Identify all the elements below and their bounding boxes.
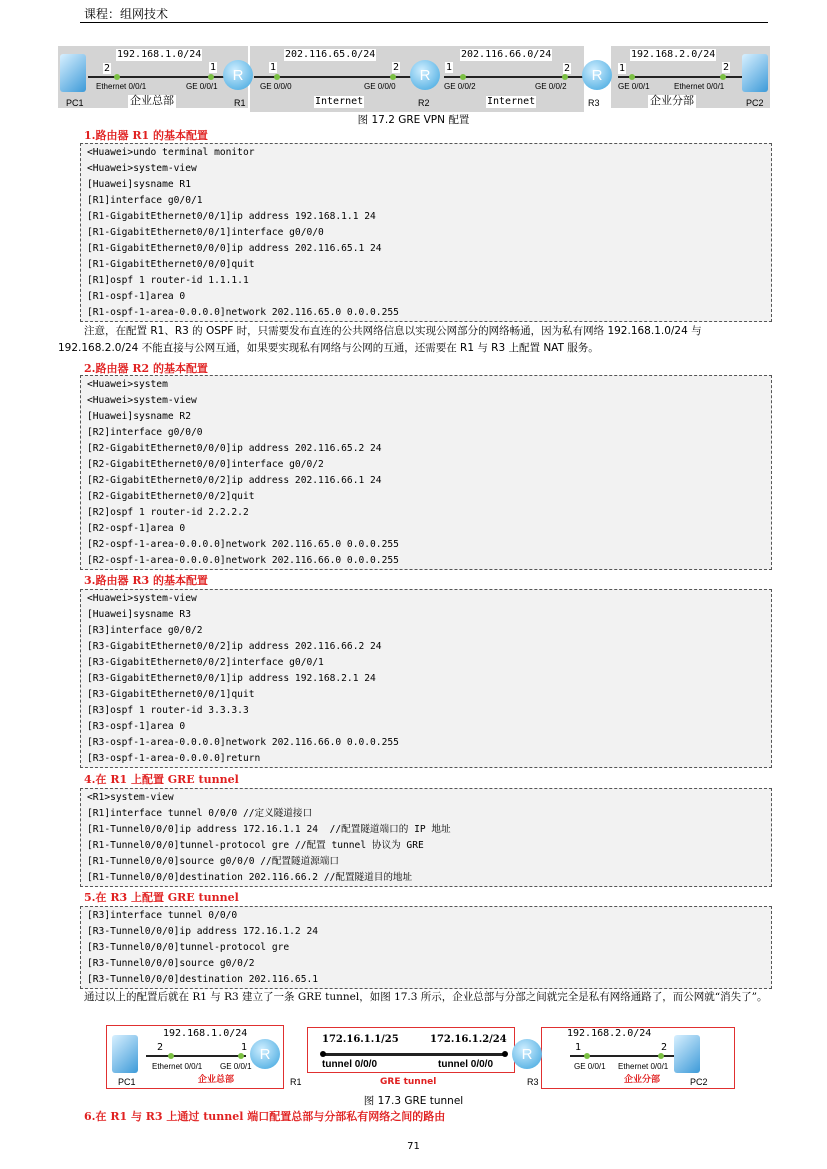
interface-label: GE 0/0/0 — [364, 82, 396, 91]
code-line: [R1-Tunnel0/0/0]destination 202.116.66.2 //配置隧道目的地址 — [87, 872, 413, 883]
tunnel-interface-label: tunnel 0/0/0 — [322, 1059, 378, 1070]
header-rule — [80, 22, 768, 23]
code-line: [R2]interface g0/0/0 — [87, 427, 203, 438]
zone-label: Internet — [487, 96, 536, 107]
code-line: [R1-GigabitEthernet0/0/1]interface g0/0/0 — [87, 227, 324, 238]
router-r3-icon: R — [512, 1039, 542, 1069]
code-line: [R2-ospf-1-area-0.0.0.0]network 202.116.65.0 0.0.0.255 — [87, 539, 399, 550]
code-line: [R1]ospf 1 router-id 1.1.1.1 — [87, 275, 249, 286]
zone-label: Internet — [315, 96, 364, 107]
network-label: 202.116.66.0/24 — [461, 49, 552, 60]
port-number: 1 — [270, 62, 277, 73]
code-line: [R1-ospf-1]area 0 — [87, 291, 186, 302]
zone-label: 企业总部 — [198, 1075, 235, 1085]
port-number: 1 — [619, 63, 626, 74]
code-line: [R1-Tunnel0/0/0]source g0/0/0 //配置隧道源端口 — [87, 856, 339, 867]
code-line: [R1-Tunnel0/0/0]tunnel-protocol gre //配置 tunnel 协议为 GRE — [87, 840, 424, 851]
pc2-icon — [742, 54, 768, 92]
code-line: [R2-ospf-1]area 0 — [87, 523, 186, 534]
code-line: [R3-GigabitEthernet0/0/1]quit — [87, 689, 255, 700]
course-header: 课程：组网技术 — [84, 7, 169, 21]
section-heading: 1.路由器 R1 的基本配置 — [84, 129, 208, 142]
code-line: [R2-GigabitEthernet0/0/2]quit — [87, 491, 255, 502]
port-number: 1 — [575, 1042, 582, 1053]
section-heading: 2.路由器 R2 的基本配置 — [84, 362, 208, 375]
zone-label: 企业分部 — [624, 1075, 661, 1085]
code-line: [R3-Tunnel0/0/0]ip address 172.16.1.2 24 — [87, 926, 319, 937]
code-line: [R1-ospf-1-area-0.0.0.0]network 202.116.65.0 0.0.0.255 — [87, 307, 399, 318]
code-line: [R3-ospf-1-area-0.0.0.0]network 202.116.66.0 0.0.0.255 — [87, 737, 399, 748]
code-line: [R1]interface tunnel 0/0/0 //定义隧道接口 — [87, 808, 313, 819]
port-number: 2 — [661, 1042, 668, 1053]
port-number: 1 — [210, 62, 217, 73]
router-r1-icon: R — [223, 60, 253, 90]
code-line: [R1]interface g0/0/1 — [87, 195, 203, 206]
interface-label: GE 0/0/2 — [535, 82, 567, 91]
note-paragraph: 注意，在配置 R1、R3 的 OSPF 时，只需要发布直连的公共网络信息以实现公网部分的网络畅通，因为私有网络 192.168.1.0/24 与 192.168.2.0/24 不能直接与公网互通，如果要实现私有网络与公网的互通，还需要在 R1 与 R3 上配置 NAT 服务。 — [58, 325, 702, 354]
figure2-caption: 图 17.3 GRE tunnel — [363, 1095, 464, 1107]
zone-label: GRE tunnel — [380, 1077, 437, 1087]
code-line: [R2-GigabitEthernet0/0/2]ip address 202.116.66.1 24 — [87, 475, 382, 486]
interface-label: Ethernet 0/0/1 — [674, 82, 725, 91]
code-line: <Huawei>undo terminal monitor — [87, 147, 255, 158]
section-heading: 4.在 R1 上配置 GRE tunnel — [84, 773, 239, 786]
zone-label: 企业分部 — [650, 95, 694, 107]
code-line: <Huawei>system-view — [87, 163, 197, 174]
code-line: [R3-ospf-1-area-0.0.0.0]return — [87, 753, 261, 764]
network-label: 192.168.1.0/24 — [117, 49, 202, 60]
code-line: [R3-ospf-1]area 0 — [87, 721, 186, 732]
code-line: [R3]interface g0/0/2 — [87, 625, 203, 636]
code-line: [R3-GigabitEthernet0/0/2]interface g0/0/1 — [87, 657, 324, 668]
tunnel-interface-label: tunnel 0/0/0 — [438, 1059, 494, 1070]
code-line: [R1-Tunnel0/0/0]ip address 172.16.1.1 24 //配置隧道端口的 IP 地址 — [87, 824, 451, 835]
code-line: [R1-GigabitEthernet0/0/1]ip address 192.168.1.1 24 — [87, 211, 376, 222]
r1-label: R1 — [234, 98, 246, 108]
port-number: 1 — [446, 62, 453, 73]
pc1-icon — [112, 1035, 138, 1073]
tunnel-ip-label: 172.16.1.1/25 — [322, 1034, 399, 1045]
pc1-label: PC1 — [118, 1077, 136, 1087]
tunnel-ip-label: 172.16.1.2/24 — [430, 1034, 507, 1045]
code-line: <Huawei>system-view — [87, 395, 197, 406]
interface-label: GE 0/0/2 — [444, 82, 476, 91]
code-line: [Huawei]sysname R1 — [87, 179, 191, 190]
code-line: [R2-GigabitEthernet0/0/0]ip address 202.116.65.2 24 — [87, 443, 382, 454]
page-number: 71 — [407, 1141, 420, 1152]
figure-gre-vpn-topology — [58, 46, 770, 112]
code-line: [R3-Tunnel0/0/0]source g0/0/2 — [87, 958, 255, 969]
interface-label: GE 0/0/1 — [618, 82, 650, 91]
port-number: 2 — [104, 63, 111, 74]
code-block-r3 — [80, 589, 772, 768]
code-line: [Huawei]sysname R2 — [87, 411, 191, 422]
r3-label: R3 — [527, 1077, 539, 1087]
code-line: <R1>system-view — [87, 792, 174, 803]
interface-label: Ethernet 0/0/1 — [152, 1062, 203, 1071]
router-r2-icon: R — [410, 60, 440, 90]
code-line: <Huawei>system — [87, 379, 168, 390]
pc2-icon — [674, 1035, 700, 1073]
code-line: [R3]ospf 1 router-id 3.3.3.3 — [87, 705, 249, 716]
code-block-r1-tunnel — [80, 788, 772, 887]
figure-gre-tunnel — [100, 1025, 740, 1091]
code-line: [R1-GigabitEthernet0/0/0]ip address 202.116.65.1 24 — [87, 243, 382, 254]
port-number: 2 — [157, 1042, 164, 1053]
code-line: [R3-Tunnel0/0/0]destination 202.116.65.1 — [87, 974, 319, 985]
code-line: [R2-GigabitEthernet0/0/0]interface g0/0/2 — [87, 459, 324, 470]
network-label: 192.168.1.0/24 — [163, 1028, 248, 1039]
summary-paragraph: 通过以上的配置后就在 R1 与 R3 建立了一条 GRE tunnel，如图 17.3 所示，企业总部与分部之间就完全是私有网络通路了，而公网就“消失了”。 — [84, 991, 768, 1003]
port-number: 2 — [393, 62, 400, 73]
pc2-label: PC2 — [746, 98, 764, 108]
r3-label: R3 — [588, 98, 600, 108]
interface-label: GE 0/0/1 — [574, 1062, 606, 1071]
r1-label: R1 — [290, 1077, 302, 1087]
code-line: [R3]interface tunnel 0/0/0 — [87, 910, 238, 921]
section-heading: 3.路由器 R3 的基本配置 — [84, 574, 208, 587]
pc1-label: PC1 — [66, 98, 84, 108]
port-number: 2 — [564, 63, 571, 74]
code-line: [R2]ospf 1 router-id 2.2.2.2 — [87, 507, 249, 518]
section-heading: 5.在 R3 上配置 GRE tunnel — [84, 891, 239, 904]
network-label: 192.168.2.0/24 — [631, 49, 716, 60]
router-r3-icon: R — [582, 60, 612, 90]
pc2-label: PC2 — [690, 1077, 708, 1087]
interface-label: GE 0/0/0 — [260, 82, 292, 91]
interface-label: Ethernet 0/0/1 — [96, 82, 147, 91]
code-line: [R3-GigabitEthernet0/0/2]ip address 202.116.66.2 24 — [87, 641, 382, 652]
pc1-icon — [60, 54, 86, 92]
code-block-r2 — [80, 375, 772, 570]
port-number: 1 — [241, 1042, 248, 1053]
interface-label: GE 0/0/1 — [220, 1062, 252, 1071]
code-line: <Huawei>system-view — [87, 593, 197, 604]
interface-label: GE 0/0/1 — [186, 82, 218, 91]
port-number: 2 — [723, 62, 730, 73]
r2-label: R2 — [418, 98, 430, 108]
code-line: [R1-GigabitEthernet0/0/0]quit — [87, 259, 255, 270]
zone-label: 企业总部 — [130, 95, 174, 107]
router-r1-icon: R — [250, 1039, 280, 1069]
section-heading: 6.在 R1 与 R3 上通过 tunnel 端口配置总部与分部私有网络之间的路由 — [84, 1110, 446, 1123]
code-line: [R3-GigabitEthernet0/0/1]ip address 192.168.2.1 24 — [87, 673, 376, 684]
code-line: [Huawei]sysname R3 — [87, 609, 191, 620]
code-line: [R3-Tunnel0/0/0]tunnel-protocol gre — [87, 942, 290, 953]
network-label: 192.168.2.0/24 — [567, 1028, 652, 1039]
code-line: [R2-ospf-1-area-0.0.0.0]network 202.116.66.0 0.0.0.255 — [87, 555, 399, 566]
figure1-caption: 图 17.2 GRE VPN 配置 — [357, 114, 470, 126]
interface-label: Ethernet 0/0/1 — [618, 1062, 669, 1071]
code-block-r3-tunnel — [80, 906, 772, 989]
network-label: 202.116.65.0/24 — [285, 49, 376, 60]
code-block-r1 — [80, 143, 772, 322]
